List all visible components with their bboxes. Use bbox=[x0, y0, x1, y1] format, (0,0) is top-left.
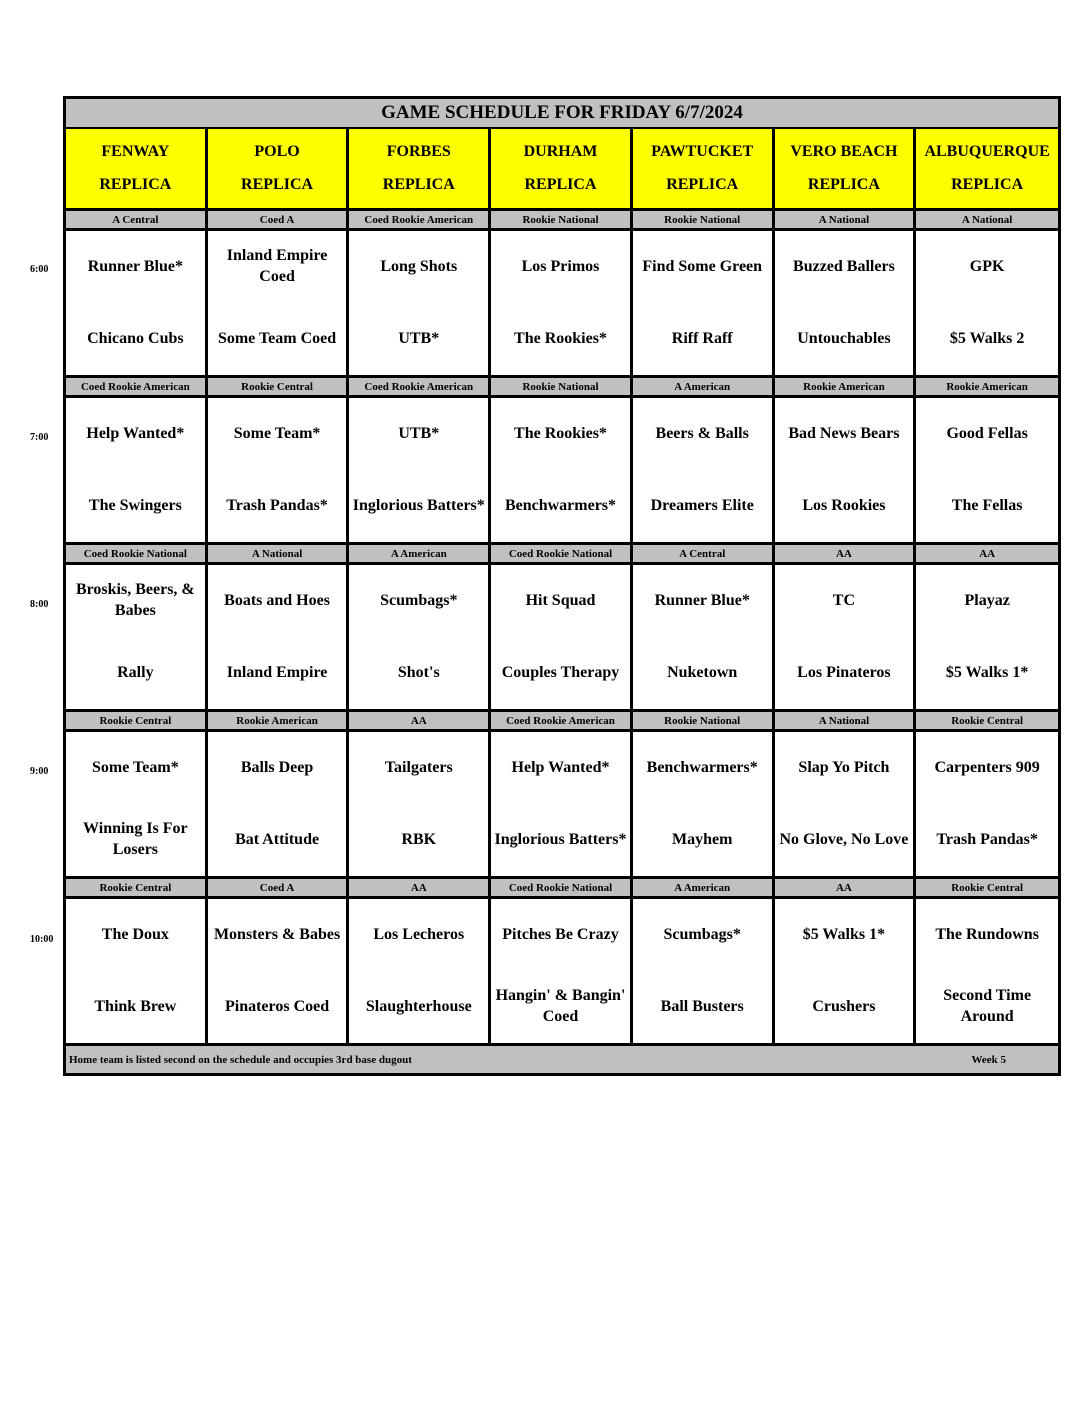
away-team: Broskis, Beers, & Babes bbox=[75, 581, 195, 619]
game-cell bbox=[208, 398, 350, 545]
game-cell bbox=[633, 565, 775, 712]
home-team: RBK bbox=[401, 830, 437, 848]
home-team: Riff Raff bbox=[671, 329, 733, 347]
division-label: Coed A bbox=[208, 211, 350, 231]
game-cell bbox=[349, 732, 491, 879]
away-team: Good Fellas bbox=[946, 424, 1028, 442]
division-label: Rookie Central bbox=[66, 712, 208, 732]
division-label: Coed A bbox=[208, 879, 350, 899]
time-label: 6:00 bbox=[30, 264, 49, 275]
venue-header-polo bbox=[208, 129, 350, 211]
time-label: 9:00 bbox=[30, 766, 49, 777]
game-cell bbox=[491, 899, 633, 1046]
home-team: Trash Pandas* bbox=[936, 830, 1038, 848]
away-team: $5 Walks 1* bbox=[802, 925, 886, 943]
away-team: Some Team* bbox=[92, 758, 179, 776]
venue-name: ALBUQUERQUE bbox=[924, 142, 1050, 160]
division-label: Rookie Central bbox=[208, 378, 350, 398]
game-cell bbox=[775, 732, 917, 879]
game-cell bbox=[208, 899, 350, 1046]
division-label: Coed Rookie American bbox=[349, 211, 491, 231]
footer-note: Home team is listed second on the schedule and occupies 3rd base dugout bbox=[69, 1053, 412, 1066]
venue-header-vero-beach bbox=[775, 129, 917, 211]
home-team: Los Rookies bbox=[802, 496, 886, 514]
division-label: Coed Rookie American bbox=[349, 378, 491, 398]
division-label: Rookie National bbox=[491, 211, 633, 231]
away-team: Monsters & Babes bbox=[213, 925, 341, 943]
away-team: UTB* bbox=[398, 424, 440, 442]
away-team: Benchwarmers* bbox=[646, 758, 758, 776]
game-cell bbox=[916, 732, 1058, 879]
division-label: A American bbox=[633, 879, 775, 899]
home-team: Nuketown bbox=[667, 663, 738, 681]
venue-name: FENWAY bbox=[101, 142, 170, 160]
game-cell bbox=[208, 732, 350, 879]
venue-name: FORBES bbox=[386, 142, 451, 160]
time-label: 10:00 bbox=[30, 934, 54, 945]
home-team: Crushers bbox=[812, 997, 876, 1015]
division-label: AA bbox=[349, 712, 491, 732]
away-team: Beers & Balls bbox=[655, 424, 749, 442]
venue-header-forbes bbox=[349, 129, 491, 211]
venue-sub: REPLICA bbox=[382, 176, 455, 194]
venue-name: DURHAM bbox=[523, 142, 598, 160]
away-team: Long Shots bbox=[380, 257, 458, 275]
time-label: 7:00 bbox=[30, 432, 49, 443]
game-cell bbox=[633, 231, 775, 378]
game-cell bbox=[775, 565, 917, 712]
venue-header-fenway bbox=[66, 129, 208, 211]
home-team: $5 Walks 1* bbox=[945, 663, 1029, 681]
home-team: Inglorious Batters* bbox=[352, 496, 485, 514]
division-label: Coed Rookie National bbox=[491, 545, 633, 565]
game-cell bbox=[349, 899, 491, 1046]
away-team: Scumbags* bbox=[380, 591, 458, 609]
venue-name: PAWTUCKET bbox=[651, 142, 754, 160]
away-team: Tailgaters bbox=[384, 758, 453, 776]
away-team: Runner Blue* bbox=[87, 257, 183, 275]
away-team: Los Lecheros bbox=[373, 925, 465, 943]
game-cell bbox=[916, 398, 1058, 545]
away-team: Some Team* bbox=[233, 424, 321, 442]
venue-sub: REPLICA bbox=[241, 176, 314, 194]
away-team: Hit Squad bbox=[525, 591, 596, 609]
home-team: Chicano Cubs bbox=[87, 329, 184, 347]
home-team: The Fellas bbox=[951, 496, 1023, 514]
game-cell bbox=[491, 732, 633, 879]
game-cell bbox=[66, 565, 208, 712]
game-cell bbox=[633, 732, 775, 879]
game-cell bbox=[66, 398, 208, 545]
home-team: Shot's bbox=[397, 663, 440, 681]
home-team: UTB* bbox=[398, 329, 440, 347]
away-team: Help Wanted* bbox=[511, 758, 610, 776]
schedule-table bbox=[63, 96, 1061, 1076]
division-label: Rookie Central bbox=[66, 879, 208, 899]
away-team: Help Wanted* bbox=[86, 424, 185, 442]
division-label: Rookie American bbox=[775, 378, 917, 398]
home-team: The Swingers bbox=[88, 496, 182, 514]
division-label: Rookie Central bbox=[916, 879, 1058, 899]
away-team: The Doux bbox=[101, 925, 169, 943]
division-label: AA bbox=[916, 545, 1058, 565]
division-label: A National bbox=[775, 712, 917, 732]
game-cell bbox=[633, 398, 775, 545]
home-team: Ball Busters bbox=[660, 997, 744, 1015]
away-team: The Rookies* bbox=[514, 424, 607, 442]
home-team: Untouchables bbox=[797, 329, 891, 347]
venue-name: POLO bbox=[254, 142, 300, 160]
game-cell bbox=[633, 899, 775, 1046]
division-label: A American bbox=[349, 545, 491, 565]
division-label: A Central bbox=[633, 545, 775, 565]
home-team: Dreamers Elite bbox=[650, 496, 754, 514]
division-label: Coed Rookie National bbox=[491, 879, 633, 899]
division-label: A Central bbox=[66, 211, 208, 231]
home-team: Rally bbox=[117, 663, 154, 681]
home-team: $5 Walks 2 bbox=[949, 329, 1025, 347]
division-label: Coed Rookie American bbox=[66, 378, 208, 398]
home-team: Slaughterhouse bbox=[365, 997, 472, 1015]
division-label: A American bbox=[633, 378, 775, 398]
home-team: Pinateros Coed bbox=[224, 997, 330, 1015]
division-label: Rookie American bbox=[208, 712, 350, 732]
home-team: Think Brew bbox=[94, 997, 177, 1015]
game-cell bbox=[349, 231, 491, 378]
time-label: 8:00 bbox=[30, 599, 49, 610]
venue-sub: REPLICA bbox=[807, 176, 880, 194]
game-cell bbox=[491, 398, 633, 545]
division-label: AA bbox=[775, 879, 917, 899]
home-team: Couples Therapy bbox=[501, 663, 620, 681]
home-team: Winning Is For Losers bbox=[83, 820, 188, 858]
game-cell bbox=[916, 899, 1058, 1046]
away-team: Balls Deep bbox=[240, 758, 314, 776]
venue-name: VERO BEACH bbox=[790, 142, 898, 160]
venue-sub: REPLICA bbox=[666, 176, 739, 194]
home-team: Inglorious Batters* bbox=[494, 830, 627, 848]
venue-sub: REPLICA bbox=[951, 176, 1024, 194]
venue-header-albuquerque bbox=[916, 129, 1058, 211]
game-cell bbox=[349, 398, 491, 545]
away-team: The Rundowns bbox=[935, 925, 1039, 943]
week-label: Week 5 bbox=[971, 1053, 1006, 1066]
game-cell bbox=[775, 899, 917, 1046]
game-cell bbox=[916, 565, 1058, 712]
division-label: AA bbox=[775, 545, 917, 565]
away-team: Runner Blue* bbox=[654, 591, 750, 609]
home-team: No Glove, No Love bbox=[779, 830, 909, 848]
home-team: Bat Attitude bbox=[235, 830, 320, 848]
home-team: Hangin' & Bangin' Coed bbox=[495, 987, 626, 1025]
game-cell bbox=[491, 231, 633, 378]
home-team: Second Time Around bbox=[943, 987, 1032, 1025]
division-label: A National bbox=[208, 545, 350, 565]
away-team: Carpenters 909 bbox=[934, 758, 1040, 776]
away-team: Inland Empire Coed bbox=[226, 247, 328, 285]
away-team: TC bbox=[832, 591, 856, 609]
away-team: Slap Yo Pitch bbox=[798, 758, 890, 776]
away-team: Find Some Green bbox=[642, 257, 763, 275]
game-cell bbox=[66, 231, 208, 378]
away-team: Boats and Hoes bbox=[224, 591, 330, 609]
game-cell bbox=[775, 231, 917, 378]
venue-header-durham bbox=[491, 129, 633, 211]
home-team: Inland Empire bbox=[226, 663, 328, 681]
home-team: Benchwarmers* bbox=[504, 496, 617, 514]
division-label: Rookie American bbox=[916, 378, 1058, 398]
division-label: Rookie Central bbox=[916, 712, 1058, 732]
schedule-footer bbox=[66, 1046, 1058, 1073]
away-team: Playaz bbox=[964, 591, 1010, 609]
venue-header-pawtucket bbox=[633, 129, 775, 211]
game-cell bbox=[66, 732, 208, 879]
home-team: Los Pinateros bbox=[797, 663, 891, 681]
division-label: Rookie National bbox=[491, 378, 633, 398]
division-label: Coed Rookie National bbox=[66, 545, 208, 565]
away-team: Pitches Be Crazy bbox=[502, 925, 619, 943]
game-cell bbox=[208, 565, 350, 712]
home-team: The Rookies* bbox=[514, 329, 607, 347]
division-label: AA bbox=[349, 879, 491, 899]
division-label: Rookie National bbox=[633, 211, 775, 231]
home-team: Trash Pandas* bbox=[226, 496, 328, 514]
schedule-title: GAME SCHEDULE FOR FRIDAY 6/7/2024 bbox=[66, 99, 1058, 129]
game-cell bbox=[208, 231, 350, 378]
venue-sub: REPLICA bbox=[524, 176, 597, 194]
away-team: Scumbags* bbox=[663, 925, 741, 943]
away-team: GPK bbox=[969, 257, 1005, 275]
division-label: Coed Rookie American bbox=[491, 712, 633, 732]
away-team: Los Primos bbox=[521, 257, 600, 275]
game-cell bbox=[349, 565, 491, 712]
game-cell bbox=[491, 565, 633, 712]
away-team: Bad News Bears bbox=[788, 424, 900, 442]
game-cell bbox=[66, 899, 208, 1046]
game-cell bbox=[775, 398, 917, 545]
home-team: Some Team Coed bbox=[217, 329, 337, 347]
division-label: A National bbox=[775, 211, 917, 231]
away-team: Buzzed Ballers bbox=[793, 257, 895, 275]
home-team: Mayhem bbox=[671, 830, 733, 848]
division-label: A National bbox=[916, 211, 1058, 231]
venue-sub: REPLICA bbox=[99, 176, 172, 194]
division-label: Rookie National bbox=[633, 712, 775, 732]
game-cell bbox=[916, 231, 1058, 378]
